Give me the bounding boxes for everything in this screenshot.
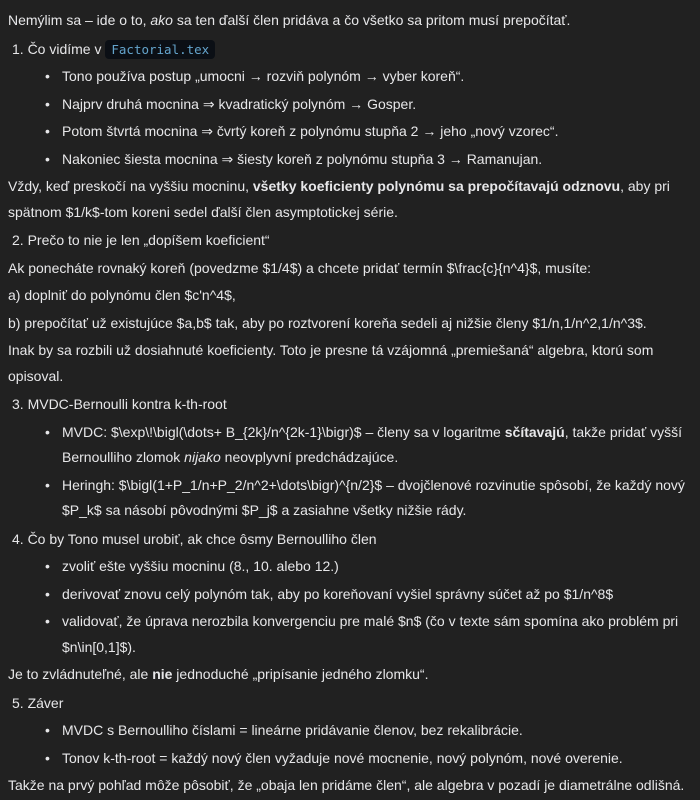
bullet-icon: • [45, 749, 50, 766]
list-item: • validovať, že úprava nerozbila konvergenciu pre malé $n$ (čo v texte sám spomína ako problém pri $n\in[0,1]$). [45, 609, 692, 660]
list-item: • Najprv druhá mocnina ⇒ kvadratický polynóm → Gosper. [45, 92, 692, 118]
bold-text: nie [152, 666, 173, 682]
bullet-icon: • [45, 585, 50, 602]
list-item: • Nakoniec šiesta mocnina ⇒ šiesty koreň z polynómu stupňa 3 → Ramanujan. [45, 147, 692, 173]
bold-text: sčítavajú [504, 423, 565, 440]
italic-text: ako [150, 12, 173, 28]
list-item: • MVDC: $\exp\!\bigl(\dots+ B_{2k}/n^{2k-1}\bigr)$ – členy sa v logaritme sčítavajú, takže pridať vyšší Bernoulliho zlomok nijako neovplyvní predchádzajúce. [45, 420, 692, 471]
paragraph: Inak by sa rozbili už dosiahnuté koeficienty. Toto je presne tá vzájomná „premiešaná“ algebra, ktorú som opisoval. [8, 342, 654, 384]
paragraph: Ak ponecháte rovnaký koreň (povedzme $1/4$) a chcete pridať termín $\frac{c}{n^4}$, musíte: [8, 259, 592, 276]
list-item: • Tono používa postup „umocni → rozviň polynóm → vyber koreň“. [45, 64, 692, 90]
section-heading: 2. Prečo to nie je len „dopíšem koeficient“ [12, 232, 270, 248]
section-heading: 4. Čo by Tono musel urobiť, ak chce ôsmy Bernoulliho člen [12, 530, 377, 547]
bullet-list [8, 718, 692, 771]
bullet-icon: • [45, 123, 50, 139]
bullet-icon: • [45, 476, 50, 493]
paragraph: Takže na prvý pohľad môže pôsobiť, že „obaja len pridáme člen“, ale algebra v pozadí je diametrálne odlišná. [8, 777, 685, 793]
bullet-list [8, 554, 692, 660]
bullet-icon: • [45, 95, 50, 112]
section-heading: 3. MVDC-Bernoulli kontra k-th-root [12, 396, 227, 412]
section-heading: 1. Čo vidíme v Factorial.tex [8, 37, 692, 63]
bullet-icon: • [45, 558, 50, 574]
list-item: • MVDC s Bernoulliho číslami = lineárne pridávanie členov, bez rekalibrácie. [45, 718, 692, 744]
inline-code: Factorial.tex [105, 40, 215, 59]
bullet-icon: • [45, 150, 50, 167]
paragraph: Je to zvládnuteľné, ale nie jednoduché „pripísanie jedného zlomku“. [8, 666, 429, 682]
bullet-list [8, 64, 692, 172]
bullet-icon: • [45, 423, 50, 440]
bullet-icon: • [45, 68, 50, 84]
list-item: • Tonov k-th-root = každý nový člen vyžaduje nové mocnenie, nový polynóm, nové overenie. [45, 746, 692, 772]
italic-text: nijako [184, 449, 221, 465]
section-heading: 5. Záver [12, 694, 64, 711]
list-item: • zvoliť ešte vyššiu mocninu (8., 10. alebo 12.) [45, 554, 692, 580]
paragraph: b) prepočítať už existujúce $a,b$ tak, aby po roztvorení koreňa sedeli aj nižšie členy $1/n,1/n^2,1/n^3$. [8, 314, 647, 331]
paragraph: Nemýlim sa – ide o to, ako sa ten ďalší člen pridáva a čo všetko sa pritom musí prepočítať. [8, 12, 571, 28]
bullet-icon: • [45, 722, 50, 738]
bold-text: všetky koeficienty polynómu sa prepočítavajú odznovu [252, 178, 621, 194]
bullet-icon: • [45, 613, 50, 629]
paragraph: a) doplniť do polynómu člen $c'n^4$, [8, 287, 236, 303]
list-item: • Potom štvrtá mocnina ⇒ čvrtý koreň z polynómu stupňa 2 → jeho „nový vzorec“. [45, 119, 692, 145]
bullet-list [8, 420, 692, 524]
list-item: • derivovať znovu celý polynóm tak, aby po koreňovaní vyšiel správny súčet až po $1/n^8$ [45, 582, 692, 608]
list-item: • Heringh: $\bigl(1+P_1/n+P_2/n^2+\dots\bigr)^{n/2}$ – dvojčlenové rozvinutie spôsobí, že každý nový $P_k$ sa násobí pôvodnými $P_j$ a zasiahne všetky nižšie rády. [45, 473, 692, 524]
paragraph: Vždy, keď preskočí na vyššiu mocninu, všetky koeficienty polynómu sa prepočítavajú odznovu, aby pri spätnom $1/k$-tom koreni sedel ďalší člen asymptotickej série. [8, 178, 670, 220]
